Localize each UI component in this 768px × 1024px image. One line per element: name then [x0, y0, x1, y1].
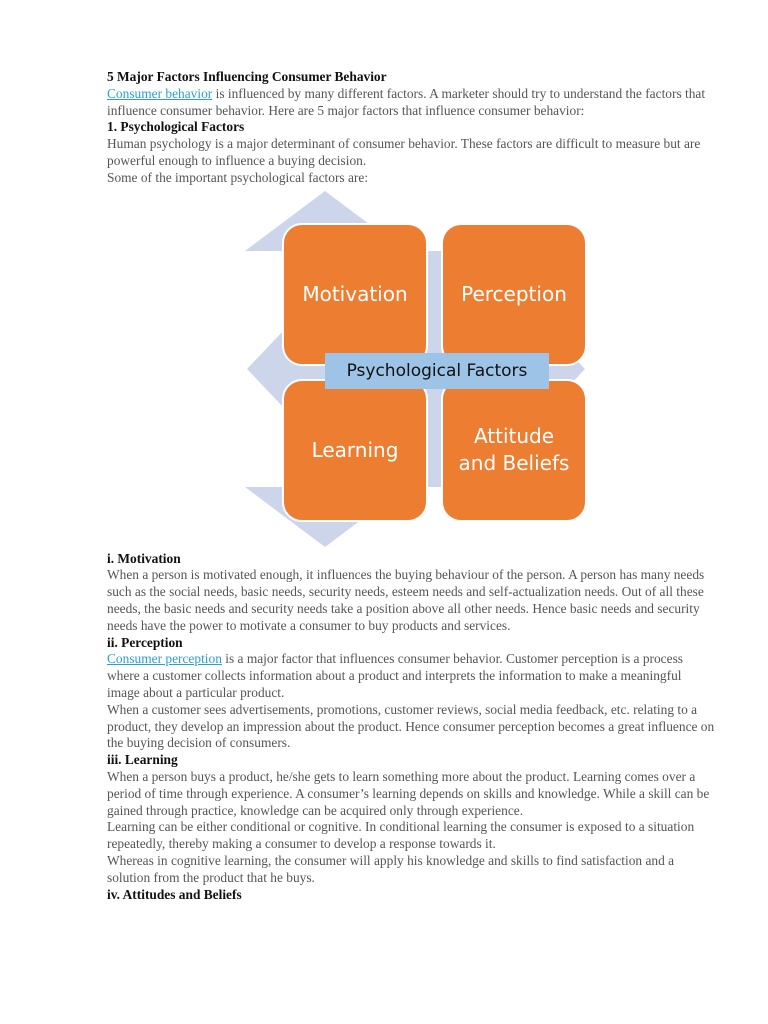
perception-paragraph-1: [107, 651, 717, 701]
perception-label: Perception: [461, 281, 567, 306]
intro-text: is influenced by many different factors. A marketer should try to understand the factors that influence consumer behavior. Here are 5 major factors that influence consumer behavior:: [107, 85, 706, 118]
learning-box: [282, 379, 428, 522]
psychological-factors-label: Psychological Factors: [325, 353, 549, 389]
learning-paragraph-3: Whereas in cognitive learning, the consumer will apply his knowledge and skills to find satisfaction and a solution from the product that he buys.: [107, 852, 675, 885]
perception-text: is a major factor that influences consumer behavior. Customer perception is a process where a customer collects information about a product and interprets the information to make a meaningful image about a particular product.: [107, 651, 683, 700]
document-title: 5 Major Factors Influencing Consumer Behavior: [107, 69, 387, 84]
motivation-heading: i. Motivation: [107, 550, 181, 566]
learning-label: Learning: [311, 437, 399, 462]
motivation-box: [282, 223, 428, 366]
psychological-list-intro: Some of the important psychological factors are:: [107, 169, 369, 185]
motivation-paragraph: When a person is motivated enough, it influences the buying behaviour of the person. A person has many needs such as the social needs, basic needs, security needs, esteem needs and self-actualization needs. Out of all these needs, the basic needs and security needs take a position above all other needs. Hence basic needs and security needs have the power to motivate a consumer to buy products and services.: [107, 567, 705, 633]
learning-paragraph-1: When a person buys a product, he/she gets to learn something more about the product. Learning comes over a period of time through experience. A consumer’s learning depends on skills and knowledge. While a skill can be gained through practice, knowledge can be acquired only through experience.: [107, 768, 710, 818]
consumer-perception-link[interactable]: Consumer perception: [107, 651, 222, 667]
psychological-factors-diagram: [107, 191, 717, 547]
attitude-beliefs-box: [441, 379, 587, 522]
attitudes-heading: iv. Attitudes and Beliefs: [107, 886, 242, 902]
psychological-paragraph: Human psychology is a major determinant of consumer behavior. These factors are difficult to measure but are powerful enough to influence a buying decision.: [107, 136, 701, 168]
document-page: [107, 69, 717, 903]
motivation-label: Motivation: [302, 281, 408, 306]
section-heading-psychological: 1. Psychological Factors: [107, 119, 245, 135]
learning-heading: iii. Learning: [107, 752, 178, 768]
consumer-behavior-link[interactable]: Consumer behavior: [107, 85, 213, 101]
intro-paragraph: [107, 86, 717, 120]
perception-box: [441, 223, 587, 366]
perception-paragraph-2: When a customer sees advertisements, promotions, customer reviews, social media feedback, etc. relating to a product, they develop an impression about the product. Hence consumer perception becomes a great influence on the buying decision of consumers.: [107, 701, 715, 751]
perception-heading: ii. Perception: [107, 634, 183, 650]
learning-paragraph-2: Learning can be either conditional or cognitive. In conditional learning the consumer is exposed to a situation repeatedly, thereby making a consumer to develop a response towards it.: [107, 819, 695, 852]
attitude-beliefs-label: Attitude and Beliefs: [458, 424, 570, 476]
